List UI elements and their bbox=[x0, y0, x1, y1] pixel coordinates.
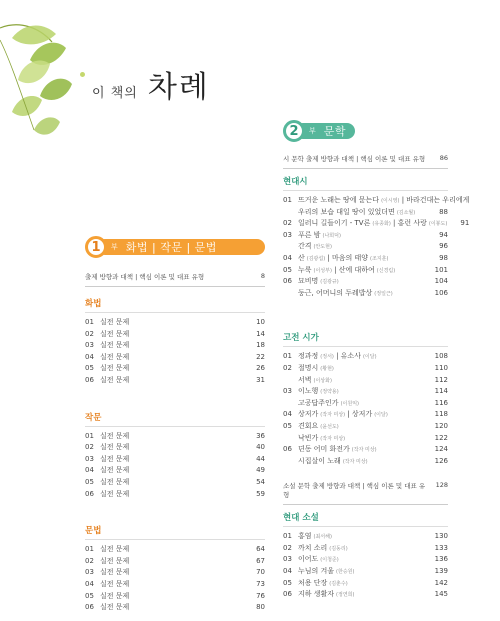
toc-entry-number: 03 bbox=[85, 341, 94, 350]
part1-header bbox=[85, 236, 265, 258]
toc-entry-title: 처용 단장 (김춘수) bbox=[298, 578, 348, 587]
toc-entry[interactable] bbox=[85, 602, 265, 614]
toc-entry[interactable] bbox=[283, 433, 448, 445]
toc-entry-title: 누룩 (이성부) | 산에 대하여 (신경림) bbox=[298, 265, 396, 274]
toc-entry[interactable] bbox=[283, 531, 448, 543]
toc-entry-number: 04 bbox=[85, 579, 94, 588]
classic-poetry-heading: 고전 시가 bbox=[283, 331, 448, 347]
toc-entry-title: 지하 생활자 (정연희) bbox=[298, 590, 355, 599]
toc-entry-title: 묘비명 (김광규) bbox=[298, 277, 339, 286]
toc-entry[interactable] bbox=[85, 556, 265, 568]
toc-entry-page: 122 bbox=[434, 433, 448, 442]
toc-entry-number: 06 bbox=[85, 375, 94, 384]
toc-entry-number: 03 bbox=[283, 387, 292, 396]
modern-novel-heading: 현대 소설 bbox=[283, 511, 448, 527]
toc-entry[interactable] bbox=[283, 386, 448, 398]
toc-entry-title: 고공답주인가 (이원익) bbox=[298, 398, 359, 407]
toc-entry-author: (이봉도) bbox=[428, 221, 448, 228]
toc-entry-number: 02 bbox=[85, 329, 94, 338]
page-title bbox=[92, 62, 210, 106]
toc-entry[interactable] bbox=[283, 363, 448, 375]
toc-entry-page: 91 bbox=[460, 219, 470, 228]
part1-bu: 부 bbox=[111, 243, 118, 251]
toc-entry-page: 124 bbox=[434, 445, 448, 454]
toc-entry[interactable] bbox=[85, 442, 265, 454]
toc-entry-page: 118 bbox=[434, 410, 448, 419]
toc-entry[interactable] bbox=[85, 317, 265, 329]
title-main: 차례 bbox=[147, 70, 210, 105]
toc-entry-number: 01 bbox=[85, 545, 94, 554]
toc-entry-author: (정서) bbox=[320, 354, 334, 361]
toc-entry-author: (정일근) bbox=[374, 290, 393, 297]
toc-entry-author: (황현) bbox=[320, 365, 334, 372]
toc-entry-number: 05 bbox=[283, 421, 292, 430]
toc-entry-author: (작자 미상) bbox=[320, 412, 346, 419]
toc-entry[interactable] bbox=[283, 456, 448, 468]
modern-poetry-list bbox=[283, 195, 470, 299]
toc-entry-title: 이어도 (이청준) bbox=[298, 555, 339, 564]
novel-intro-page: 128 bbox=[435, 481, 448, 490]
toc-entry-page: 73 bbox=[256, 579, 265, 588]
toc-entry-page: 88 bbox=[439, 207, 448, 216]
toc-entry-title: 절명시 (황현) bbox=[298, 363, 334, 372]
toc-entry-title: 상저가 (작자 미상) | 상저가 (이달) bbox=[298, 410, 388, 419]
toc-entry-page: 22 bbox=[256, 352, 265, 361]
toc-entry-number: 02 bbox=[283, 543, 292, 552]
toc-entry[interactable] bbox=[85, 454, 265, 466]
toc-entry-author: (이상화) bbox=[313, 377, 332, 384]
toc-entry-author: (이성부) bbox=[313, 267, 332, 274]
toc-entry-number: 03 bbox=[283, 230, 292, 239]
toc-entry-page: 70 bbox=[256, 568, 265, 577]
toc-entry-author: (김동리) bbox=[329, 545, 348, 552]
toc-entry-number: 02 bbox=[283, 363, 292, 372]
toc-entry-author: (조지훈) bbox=[370, 255, 389, 262]
part1-title: 화법 | 작문 | 문법 bbox=[125, 241, 217, 254]
toc-entry-title: 낙빈가 (작자 미상) bbox=[298, 433, 346, 442]
toc-entry-title: 정과정 (정서) | 유소사 (이달) bbox=[298, 352, 377, 361]
toc-entry[interactable] bbox=[283, 241, 448, 253]
toc-entry[interactable] bbox=[283, 265, 448, 277]
toc-entry-page: 139 bbox=[434, 567, 448, 576]
toc-entry-author: (신경림) bbox=[376, 267, 396, 274]
toc-entry-page: 106 bbox=[434, 288, 448, 297]
toc-entry-title: 산 (김광섭) | 마음의 태양 (조지훈) bbox=[298, 253, 389, 262]
toc-entry[interactable] bbox=[283, 554, 448, 566]
toc-entry-number: 05 bbox=[85, 477, 94, 486]
toc-entry-page: 64 bbox=[256, 545, 265, 554]
toc-entry[interactable] bbox=[283, 288, 448, 300]
toc-entry[interactable] bbox=[283, 421, 448, 433]
part2-title: 문학 bbox=[323, 125, 347, 138]
toc-entry-title: 실전 문제 bbox=[100, 364, 130, 373]
toc-entry-title: 이노행 (정약용) bbox=[298, 387, 339, 396]
part1-number: 1 bbox=[85, 236, 107, 258]
toc-entry[interactable] bbox=[283, 398, 448, 410]
part2-column bbox=[283, 120, 470, 601]
toc-entry-title: 실전 문제 bbox=[100, 556, 130, 565]
toc-entry-author: (이달) bbox=[374, 412, 388, 419]
toc-entry-number: 04 bbox=[283, 567, 292, 576]
toc-entry-number: 03 bbox=[85, 454, 94, 463]
toc-entry[interactable] bbox=[85, 352, 265, 364]
toc-entry-title: 실전 문제 bbox=[100, 568, 130, 577]
part1-section-heading: 작문 bbox=[85, 411, 265, 427]
toc-entry-title: 실전 문제 bbox=[100, 341, 130, 350]
toc-entry[interactable] bbox=[283, 276, 448, 288]
toc-entry-title: 뎐동 어미 화전가 (작자 미상) bbox=[298, 445, 377, 454]
toc-entry-number: 02 bbox=[85, 443, 94, 452]
toc-entry-number: 06 bbox=[283, 445, 292, 454]
toc-entry-author: (정연희) bbox=[336, 592, 355, 599]
toc-entry[interactable] bbox=[85, 477, 265, 489]
toc-entry[interactable] bbox=[85, 579, 265, 591]
toc-entry[interactable] bbox=[283, 409, 448, 421]
toc-entry[interactable] bbox=[283, 589, 448, 601]
toc-entry-title: 간격 (안도현) bbox=[298, 242, 332, 251]
toc-entry-title: 견회요 (윤선도) bbox=[298, 421, 339, 430]
toc-entry-title: 실전 문제 bbox=[100, 603, 130, 612]
part2-number: 2 bbox=[283, 120, 305, 142]
toc-entry-author: (김소월) bbox=[396, 209, 416, 216]
toc-entry-number: 04 bbox=[283, 253, 292, 262]
toc-entry-title: 실전 문제 bbox=[100, 591, 130, 600]
toc-entry-title: 실전 문제 bbox=[100, 545, 130, 554]
toc-entry[interactable] bbox=[283, 543, 448, 555]
toc-entry[interactable] bbox=[85, 465, 265, 477]
toc-entry-number: 01 bbox=[283, 532, 292, 541]
toc-entry[interactable] bbox=[85, 591, 265, 603]
toc-entry-number: 04 bbox=[85, 352, 94, 361]
toc-entry-number: 01 bbox=[85, 431, 94, 440]
toc-entry[interactable] bbox=[283, 566, 448, 578]
toc-entry[interactable] bbox=[283, 230, 448, 242]
toc-entry[interactable] bbox=[283, 253, 448, 265]
toc-entry-page: 108 bbox=[434, 352, 448, 361]
toc-entry-page: 145 bbox=[434, 590, 448, 599]
toc-entry-title: 실전 문제 bbox=[100, 466, 130, 475]
part1-intro-text: 출제 방향과 대책 | 핵심 이론 및 대표 유형 bbox=[85, 273, 205, 281]
toc-entry-page: 54 bbox=[256, 477, 265, 486]
toc-entry-title: 우리의 보습 대일 땅이 있었더면 (김소월) bbox=[298, 207, 416, 216]
toc-entry[interactable] bbox=[283, 195, 470, 207]
toc-entry-page: 40 bbox=[256, 443, 265, 452]
toc-entry-number: 02 bbox=[85, 556, 94, 565]
toc-entry[interactable] bbox=[85, 567, 265, 579]
toc-entry-number: 04 bbox=[85, 466, 94, 475]
toc-entry-author: (유종화) bbox=[372, 221, 391, 228]
toc-entry-number: 01 bbox=[283, 352, 292, 361]
toc-entry-page: 133 bbox=[434, 543, 448, 552]
toc-entry-number: 05 bbox=[283, 265, 292, 274]
toc-entry-title: 실전 문제 bbox=[100, 454, 130, 463]
toc-entry-author: (이달) bbox=[362, 354, 377, 361]
toc-entry-number: 03 bbox=[85, 568, 94, 577]
modern-poetry-heading: 현대시 bbox=[283, 175, 448, 191]
toc-entry-author: (김광규) bbox=[320, 279, 339, 286]
toc-entry-title: 서벽 (이상화) bbox=[298, 375, 332, 384]
toc-entry-title: 실전 문제 bbox=[100, 318, 130, 326]
toc-entry-number: 05 bbox=[283, 578, 292, 587]
toc-entry-page: 142 bbox=[434, 578, 448, 587]
toc-entry[interactable] bbox=[283, 207, 448, 219]
toc-entry-title: 실전 문제 bbox=[100, 477, 130, 486]
toc-entry-page: 136 bbox=[434, 555, 448, 564]
part1-column bbox=[85, 236, 265, 614]
toc-entry-title: 일러니 길들이기 - TV론 (유종화) | 홍런 사랑 (이봉도) bbox=[298, 219, 448, 228]
part1-section-heading: 화법 bbox=[85, 297, 265, 313]
toc-entry-title: 실전 문제 bbox=[100, 431, 130, 440]
toc-entry-page: 44 bbox=[256, 454, 265, 463]
novel-intro-text: 소설 문학 출제 방향과 대책 | 핵심 이론 및 대표 유형 bbox=[283, 482, 426, 500]
part2-bu: 부 bbox=[309, 127, 316, 135]
toc-entry-author: (이청준) bbox=[320, 557, 339, 564]
toc-entry-page: 80 bbox=[256, 603, 265, 612]
toc-entry-author: (작자 미상) bbox=[342, 458, 368, 465]
toc-entry-title: 실전 문제 bbox=[100, 489, 130, 498]
toc-entry-page: 14 bbox=[256, 329, 265, 338]
toc-entry-title: 실전 문제 bbox=[100, 579, 130, 588]
toc-entry-page: 126 bbox=[434, 456, 448, 465]
toc-entry-page: 49 bbox=[256, 466, 265, 475]
toc-entry-author: (김광섭) bbox=[306, 255, 326, 262]
toc-entry[interactable] bbox=[85, 340, 265, 352]
toc-entry-page: 94 bbox=[439, 230, 448, 239]
toc-entry-title: 실전 문제 bbox=[100, 329, 130, 338]
toc-entry-page: 112 bbox=[434, 375, 448, 384]
toc-entry-page: 130 bbox=[434, 532, 448, 541]
toc-entry-title: 뜨거운 노래는 땅에 묻는다 (이시영) | 바라건대는 우리에게 bbox=[298, 196, 470, 204]
toc-entry-number: 01 bbox=[85, 318, 94, 326]
toc-entry-number: 03 bbox=[283, 555, 292, 564]
toc-entry-author: (정약용) bbox=[320, 389, 339, 396]
toc-entry-author: (나희덕) bbox=[322, 232, 341, 239]
part1-intro[interactable] bbox=[85, 272, 265, 287]
toc-entry[interactable] bbox=[283, 578, 448, 590]
toc-entry-number: 06 bbox=[85, 489, 94, 498]
part1-intro-page: 8 bbox=[260, 272, 265, 280]
toc-entry-title: 실전 문제 bbox=[100, 375, 130, 384]
title-bullet-icon bbox=[80, 72, 85, 77]
toc-entry-number: 05 bbox=[85, 591, 94, 600]
toc-entry[interactable] bbox=[85, 375, 265, 387]
toc-entry-page: 98 bbox=[439, 253, 448, 262]
toc-entry[interactable] bbox=[283, 375, 448, 387]
toc-entry-title: 까치 소리 (김동리) bbox=[298, 543, 348, 552]
toc-entry-author: (김춘수) bbox=[329, 580, 348, 587]
classic-poetry-list bbox=[283, 351, 448, 467]
toc-entry-page: 36 bbox=[256, 431, 265, 440]
toc-entry[interactable] bbox=[283, 218, 470, 230]
toc-entry-title: 푸른 밤 (나희덕) bbox=[298, 230, 341, 239]
toc-entry-page: 116 bbox=[434, 398, 448, 407]
toc-entry-page: 26 bbox=[256, 364, 265, 373]
toc-entry[interactable] bbox=[85, 363, 265, 375]
toc-entry-page: 31 bbox=[256, 375, 265, 384]
toc-entry-page: 101 bbox=[434, 265, 448, 274]
toc-entry-page: 59 bbox=[256, 489, 265, 498]
toc-entry-title: 실전 문제 bbox=[100, 443, 130, 452]
toc-entry-page: 96 bbox=[439, 242, 448, 251]
toc-entry-number: 02 bbox=[283, 219, 292, 228]
toc-entry-author: (작자 미상) bbox=[320, 435, 346, 442]
part2-intro[interactable] bbox=[283, 154, 448, 169]
toc-entry-author: (최서해) bbox=[313, 534, 332, 541]
toc-entry-page: 18 bbox=[256, 341, 265, 350]
toc-entry[interactable] bbox=[85, 431, 265, 443]
toc-entry-number: 01 bbox=[283, 196, 292, 204]
toc-entry[interactable] bbox=[85, 489, 265, 501]
toc-entry-number: 04 bbox=[283, 410, 292, 419]
toc-entry[interactable] bbox=[85, 544, 265, 556]
part2-header bbox=[283, 120, 448, 142]
toc-entry-page: 110 bbox=[434, 363, 448, 372]
toc-entry-number: 06 bbox=[283, 590, 292, 599]
toc-entry-page: 76 bbox=[256, 591, 265, 600]
part2-intro-text: 시 문학 출제 방향과 대책 | 핵심 이론 및 대표 유형 bbox=[283, 155, 426, 163]
toc-entry-author: (작자 미상) bbox=[351, 447, 377, 454]
title-prefix: 이 책의 bbox=[92, 86, 138, 101]
toc-entry-author: (이원익) bbox=[340, 400, 359, 407]
toc-entry-author: (안도현) bbox=[313, 244, 332, 251]
part2-intro-page: 86 bbox=[439, 154, 448, 162]
toc-entry[interactable] bbox=[283, 444, 448, 456]
toc-entry-title: 실전 문제 bbox=[100, 352, 130, 361]
toc-entry-number: 06 bbox=[283, 277, 292, 286]
toc-entry-page: 114 bbox=[434, 387, 448, 396]
novel-intro[interactable] bbox=[283, 481, 448, 505]
toc-entry-author: (한승원) bbox=[336, 569, 355, 576]
toc-entry[interactable] bbox=[85, 329, 265, 341]
toc-entry-page: 104 bbox=[434, 277, 448, 286]
toc-entry-title: 시집살이 노래 (작자 미상) bbox=[298, 456, 368, 465]
toc-entry[interactable] bbox=[283, 351, 448, 363]
toc-entry-title: 누님의 겨울 (한승원) bbox=[298, 567, 355, 576]
toc-entry-number: 05 bbox=[85, 364, 94, 373]
toc-entry-author: (이시영) bbox=[381, 198, 400, 204]
modern-novel-list bbox=[283, 531, 448, 601]
part1-section-heading: 문법 bbox=[85, 524, 265, 540]
toc-entry-title: 둥근, 어머니의 두레밥상 (정일근) bbox=[298, 288, 393, 297]
toc-entry-page: 10 bbox=[256, 318, 265, 326]
toc-entry-author: (윤선도) bbox=[320, 423, 339, 430]
toc-entry-number: 06 bbox=[85, 603, 94, 612]
toc-entry-title: 홍염 (최서해) bbox=[298, 532, 332, 541]
toc-entry-page: 120 bbox=[434, 421, 448, 430]
toc-entry-page: 67 bbox=[256, 556, 265, 565]
